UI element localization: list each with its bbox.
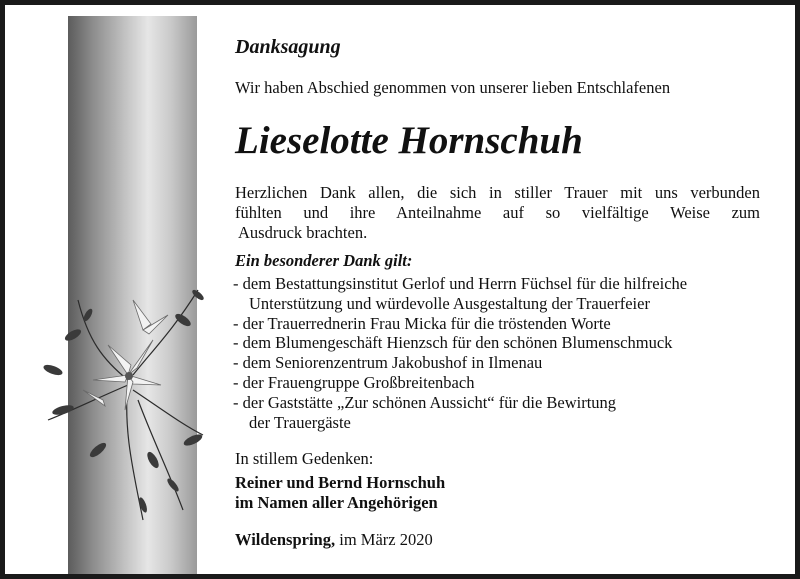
- list-item-text: - der Frauengruppe Großbreitenbach: [233, 372, 475, 392]
- thanks-list: [233, 274, 773, 432]
- special-thanks-heading: Ein besonderer Dank gilt:: [235, 251, 413, 270]
- list-item: [233, 393, 773, 433]
- list-item-continuation: der Trauergäste: [249, 412, 351, 432]
- signers-line-2: im Namen aller Angehörigen: [235, 493, 438, 512]
- notice-heading: Danksagung: [235, 36, 341, 58]
- list-item-text: - dem Bestattungsinstitut Gerlof und Herrn Füchsel für die hilfreiche: [233, 274, 688, 293]
- list-item: [233, 353, 773, 373]
- signers-line-1: Reiner und Bernd Hornschuh: [235, 473, 446, 492]
- list-item-text: - der Trauerrednerin Frau Micka für die tröstenden Worte: [233, 313, 611, 333]
- list-item-text: - dem Seniorenzentrum Jakobushof in Ilmenau: [233, 353, 543, 373]
- thanks-line-2: fühlten und ihre Anteilnahme auf so vielfältige Weise zum: [235, 203, 760, 222]
- thanks-line-3: Ausdruck brachten.: [238, 223, 368, 242]
- closing-text: In stillem Gedenken:: [235, 449, 374, 468]
- date: im März 2020: [335, 530, 433, 549]
- place: Wildenspring,: [235, 530, 336, 549]
- list-item-continuation: Unterstützung und würdevolle Ausgestaltung der Trauerfeier: [249, 293, 650, 313]
- list-item: [233, 373, 773, 393]
- list-item-text: - dem Blumengeschäft Hienzsch für den schönen Blumenschmuck: [233, 333, 673, 353]
- deceased-name: Lieselotte Hornschuh: [235, 119, 583, 162]
- flower-bouquet-illustration: [33, 260, 213, 530]
- intro-text: Wir haben Abschied genommen von unserer lieben Entschlafenen: [235, 78, 671, 97]
- list-item: [233, 274, 773, 314]
- list-item: [233, 314, 773, 334]
- place-date: [235, 530, 433, 550]
- list-item: [233, 333, 773, 353]
- list-item-text: - der Gaststätte „Zur schönen Aussicht“ für die Bewirtung: [233, 392, 617, 412]
- thanks-line-1: Herzlichen Dank allen, die sich in stiller Trauer mit uns verbunden: [235, 183, 760, 202]
